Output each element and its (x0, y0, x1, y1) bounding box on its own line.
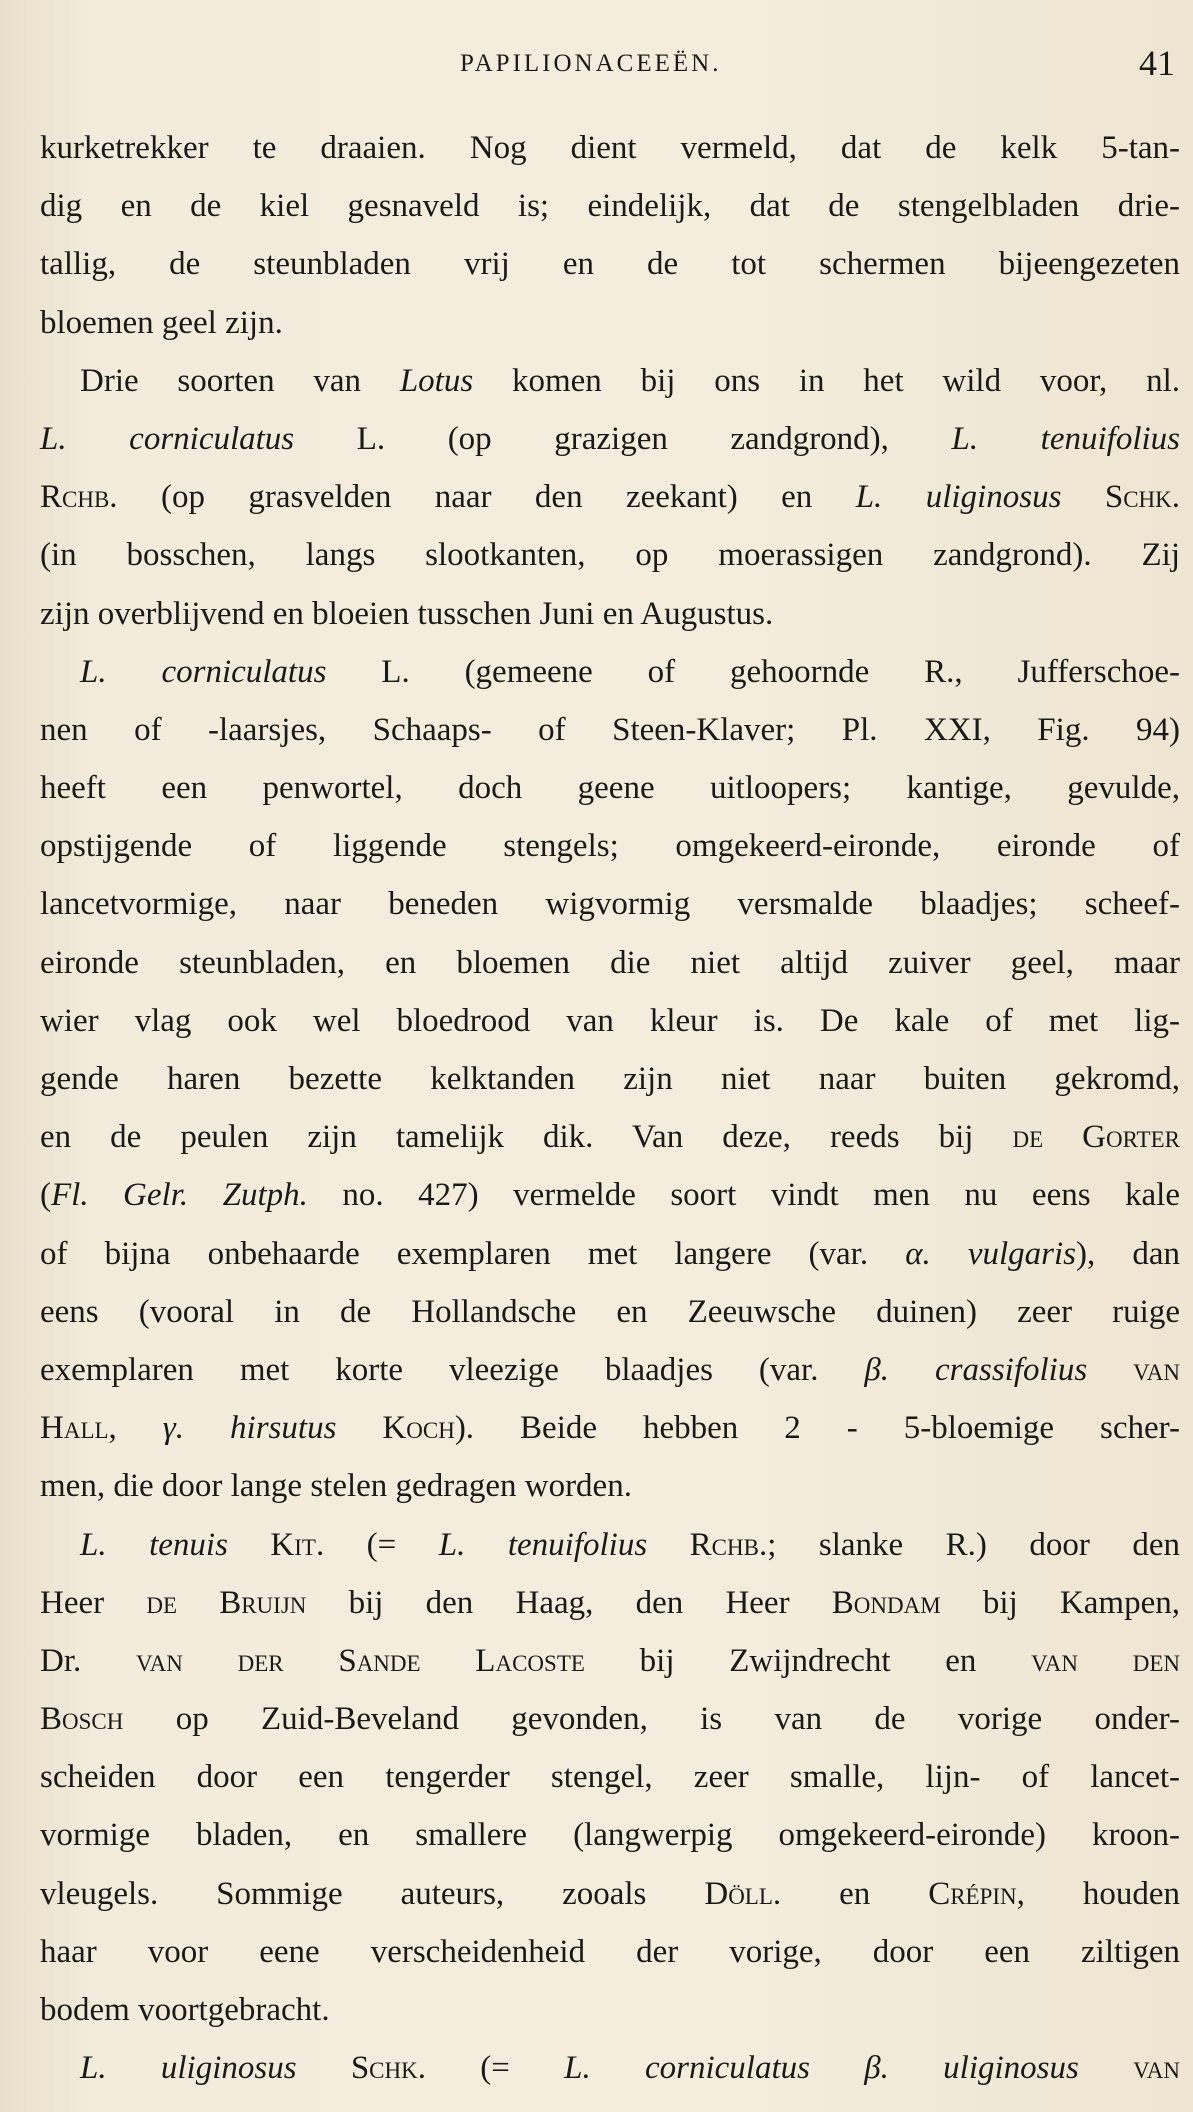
text-line (40, 875, 1180, 933)
text-line (40, 1341, 1180, 1399)
small-caps-text: van der Sande Lacoste (136, 1642, 585, 1679)
small-caps-text: Schk. (350, 2050, 426, 2087)
italic-text: β. crassifolius (864, 1351, 1088, 1388)
small-caps-text: van (1133, 1351, 1180, 1388)
text-line (40, 1225, 1180, 1283)
text-line (40, 235, 1180, 293)
small-caps-text: de Gorter (1012, 1119, 1180, 1156)
text-segment: , houden (1016, 1875, 1180, 1912)
italic-text: L. corniculatus (80, 653, 327, 690)
text-segment: en de peulen zijn tamelijk dik. Van deze, reeds bij (40, 1119, 1013, 1156)
small-caps-text: Kit. (270, 1526, 325, 1563)
text-segment: eironde steunbladen, en bloemen die niet altijd zuiver geel, maar (40, 944, 1180, 981)
small-caps-text: Rchb. (689, 1526, 768, 1563)
italic-text: L. tenuifolius (951, 420, 1180, 457)
text-line (40, 817, 1180, 875)
body-text (40, 119, 1180, 2097)
text-segment: zijn overblijvend en bloeien tusschen Juni en Augustus. (40, 595, 774, 632)
text-segment: komen bij ons in het wild voor, nl. (473, 362, 1181, 399)
text-segment (1079, 2050, 1133, 2086)
text-line (40, 1806, 1180, 1864)
text-line (40, 119, 1180, 177)
italic-text: Fl. Gelr. Zutph. (51, 1177, 308, 1214)
text-line (40, 1574, 1180, 1632)
text-line (40, 1166, 1180, 1224)
small-caps-text: van (1133, 2050, 1181, 2087)
text-line (40, 992, 1180, 1050)
text-segment: ; slanke R.) door den (767, 1526, 1181, 1563)
text-segment: en (781, 1875, 929, 1912)
text-line (40, 294, 1180, 352)
text-segment (297, 2050, 351, 2086)
page-number: 41 (1139, 43, 1175, 83)
text-segment (336, 1410, 382, 1446)
text-line (40, 352, 1180, 410)
text-line (40, 177, 1180, 235)
text-segment: scheiden door een tengerder stengel, zeer smalle, lijn- of lancet- (40, 1759, 1180, 1796)
text-segment: no. 427) vermelde soort vindt men nu eens kale (307, 1177, 1180, 1214)
text-line (40, 1632, 1180, 1690)
small-caps-text: Schk. (1104, 479, 1181, 516)
text-segment: tallig, de steunbladen vrij en de tot schermen bijeengezeten (40, 246, 1180, 283)
text-segment: bij den Haag, den Heer (306, 1584, 832, 1621)
text-line (40, 585, 1180, 643)
text-line (40, 1283, 1180, 1341)
italic-text: Lotus (399, 362, 474, 399)
text-line (40, 2039, 1180, 2097)
text-segment: , (108, 1410, 163, 1447)
text-segment: vleugels. Sommige auteurs, zooals (40, 1875, 705, 1912)
text-segment: L. (op grazigen zandgrond), (294, 420, 952, 457)
small-caps-text: Hall (40, 1410, 109, 1447)
small-caps-text: Bondam (831, 1584, 941, 1621)
italic-text: L. uliginosus (80, 2050, 297, 2087)
text-segment: bodem voortgebracht. (40, 1992, 330, 2028)
text-segment: heeft een penwortel, doch geene uitloopers; kantige, gevulde, (40, 770, 1180, 807)
text-segment: (= (426, 2050, 565, 2087)
text-segment: kurketrekker te draaien. Nog dient vermeld, dat de kelk 5-tan- (40, 130, 1180, 166)
small-caps-text: Rchb. (40, 479, 118, 516)
text-segment: eens (vooral in de Hollandsche en Zeeuwsche duinen) zeer ruige (40, 1293, 1180, 1330)
text-line (40, 1050, 1180, 1108)
text-segment: op Zuid-Beveland gevonden, is van de vorige onder- (123, 1701, 1180, 1738)
text-line (40, 1516, 1180, 1574)
text-segment: dig en de kiel gesnaveld is; eindelijk, dat de stengelbladen drie- (40, 188, 1180, 225)
text-segment: lancetvormige, naar beneden wigvormig versmalde blaadjes; scheef- (40, 886, 1180, 923)
text-line (40, 468, 1180, 526)
text-segment: haar voor eene verscheidenheid der vorige, door een ziltigen (40, 1933, 1180, 1970)
text-segment: (in bosschen, langs slootkanten, op moerassigen zandgrond). Zij (40, 537, 1180, 574)
running-title: PAPILIONACEEËN. (460, 50, 722, 77)
text-line (40, 1981, 1180, 2039)
small-caps-text: de Bruijn (146, 1584, 307, 1621)
text-segment (647, 1527, 689, 1563)
text-segment: opstijgende of liggende stengels; omgekeerd-eironde, eironde of (40, 828, 1180, 865)
text-line (40, 1748, 1180, 1806)
text-line (40, 1923, 1180, 1981)
page-header (0, 42, 1193, 92)
text-segment: bij Zwijndrecht en (584, 1642, 1032, 1679)
text-line (40, 1457, 1180, 1515)
text-line (40, 759, 1180, 817)
text-segment: ), dan (1076, 1235, 1180, 1272)
text-line (40, 526, 1180, 584)
italic-text: L. corniculatus β. uliginosus (564, 2050, 1079, 2087)
italic-text: α. vulgaris (905, 1235, 1077, 1272)
text-segment: vormige bladen, en smallere (langwerpig omgekeerd-eironde) kroon- (40, 1817, 1180, 1854)
text-line (40, 1690, 1180, 1748)
text-segment: nen of -laarsjes, Schaaps- of Steen-Klaver; Pl. XXI, Fig. 94) (40, 711, 1180, 748)
text-segment: (op grasvelden naar den zeekant) en (117, 479, 856, 516)
small-caps-text: Döll. (704, 1875, 782, 1912)
text-segment: Dr. (40, 1642, 136, 1679)
small-caps-text: Koch (382, 1410, 455, 1447)
text-line (40, 1108, 1180, 1166)
text-segment: bloemen geel zijn. (40, 304, 283, 341)
italic-text: γ. hirsutus (162, 1410, 337, 1447)
text-segment: Drie soorten van (80, 362, 400, 399)
text-segment (228, 1527, 270, 1563)
text-segment (1061, 479, 1104, 515)
italic-text: L. tenuifolius (438, 1526, 648, 1563)
text-line (40, 643, 1180, 701)
text-segment: ). Beide hebben 2 - 5-bloemige scher- (454, 1410, 1180, 1447)
text-segment: (= (324, 1526, 439, 1563)
text-segment: L. (gemeene of gehoornde R., Jufferschoe- (326, 653, 1180, 690)
text-line (40, 701, 1180, 759)
text-segment: ( (40, 1177, 51, 1214)
text-line (40, 934, 1180, 992)
italic-text: L. corniculatus (40, 420, 295, 457)
small-caps-text: van den (1031, 1642, 1181, 1679)
small-caps-text: Bosch (40, 1701, 124, 1738)
text-segment: gende haren bezette kelktanden zijn niet naar buiten gekromd, (40, 1061, 1180, 1097)
text-segment (1087, 1352, 1133, 1388)
text-segment: bij Kampen, (940, 1584, 1180, 1621)
text-line (40, 1399, 1180, 1457)
text-segment: of bijna onbehaarde exemplaren met langere (var. (40, 1235, 906, 1272)
italic-text: L. tenuis (80, 1526, 228, 1563)
text-segment: wier vlag ook wel bloedrood van kleur is. De kale of met lig- (40, 1002, 1180, 1039)
text-segment: exemplaren met korte vleezige blaadjes (var. (40, 1351, 865, 1388)
text-segment: men, die door lange stelen gedragen worden. (40, 1468, 632, 1505)
text-segment: Heer (40, 1584, 147, 1621)
italic-text: L. uliginosus (855, 479, 1062, 516)
text-line (40, 1865, 1180, 1923)
text-line (40, 410, 1180, 468)
small-caps-text: Crépin (928, 1875, 1017, 1912)
